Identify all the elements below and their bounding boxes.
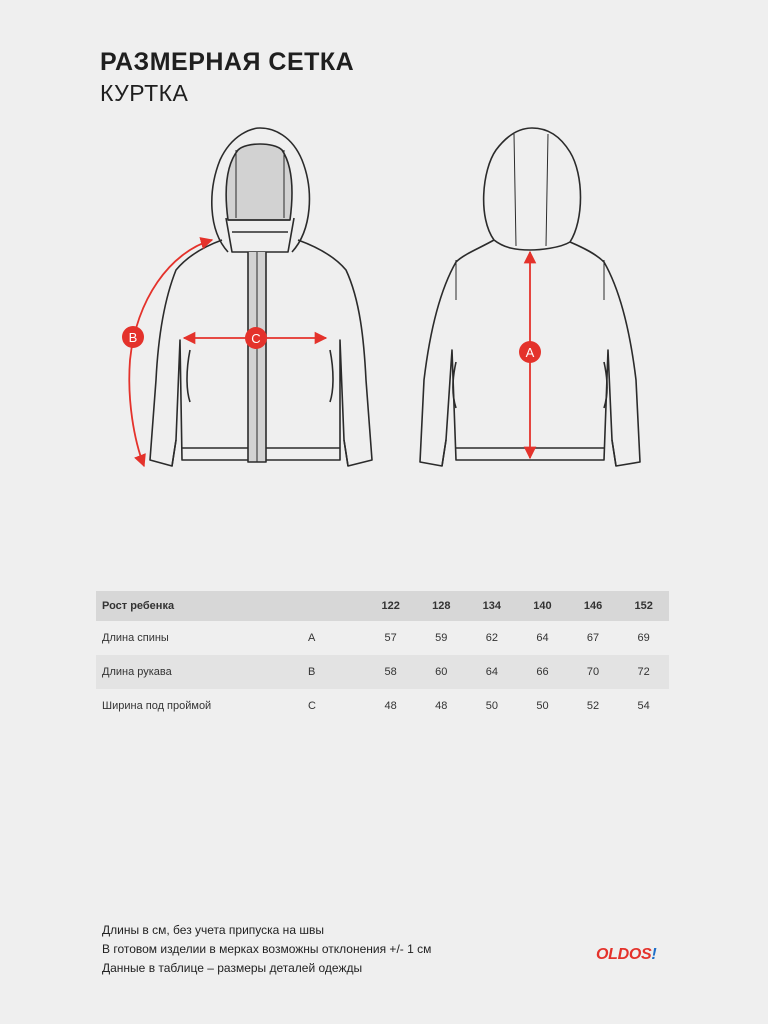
header-size: 128 (416, 591, 467, 621)
row-value: 66 (517, 655, 568, 689)
header-size: 146 (568, 591, 619, 621)
footnote: Данные в таблице – размеры деталей одежды (102, 961, 363, 975)
measure-c-label: C (251, 331, 261, 346)
brand-logo-mark: ! (651, 946, 657, 963)
page-subtitle: КУРТКА (100, 80, 189, 106)
table-row (96, 621, 669, 655)
row-value: 59 (435, 632, 448, 644)
measure-b-label: B (128, 330, 138, 345)
size-table (96, 591, 669, 723)
row-value: 60 (416, 655, 467, 689)
row-value: 62 (485, 632, 498, 644)
brand-logo-text: OLDOS (596, 946, 652, 963)
row-value: 72 (618, 655, 669, 689)
footnote: Длины в см, без учета припуска на швы (102, 923, 324, 937)
row-name: Длина спины (102, 632, 169, 644)
header-size: 134 (467, 591, 518, 621)
measure-b-badge (122, 326, 144, 348)
header-code-cell (308, 591, 365, 621)
page-title: РАЗМЕРНАЯ СЕТКА (100, 48, 355, 76)
row-value: 67 (586, 632, 600, 644)
row-value: 52 (586, 700, 600, 712)
row-value: 64 (536, 632, 549, 644)
header-size: 122 (365, 591, 416, 621)
table-row (96, 655, 669, 689)
row-name: Длина рукава (96, 655, 308, 689)
measure-a-label: A (525, 345, 535, 360)
row-value: 50 (536, 700, 549, 712)
row-value: 50 (485, 700, 498, 712)
row-value: 48 (435, 700, 448, 712)
measure-a-badge (519, 341, 541, 363)
row-code: A (308, 632, 316, 644)
header-height-label: Рост ребенка (96, 591, 308, 621)
table-row (96, 689, 669, 723)
size-table-header-row (96, 591, 669, 621)
header-size: 152 (618, 591, 669, 621)
row-value: 54 (637, 700, 650, 712)
measure-c-badge (245, 327, 267, 349)
jacket-illustration (0, 120, 768, 490)
brand-logo (596, 946, 656, 964)
row-code: B (308, 655, 365, 689)
jacket-front (150, 128, 372, 466)
header-size: 140 (517, 591, 568, 621)
row-value: 69 (637, 632, 650, 644)
row-value: 70 (568, 655, 619, 689)
row-value: 57 (384, 632, 397, 644)
footnotes (102, 921, 431, 978)
row-code: C (308, 700, 316, 712)
row-value: 48 (384, 700, 397, 712)
row-name: Ширина под проймой (102, 700, 212, 712)
row-value: 64 (467, 655, 518, 689)
row-value: 58 (365, 655, 416, 689)
measure-lines-front (129, 240, 326, 466)
footnote: В готовом изделии в мерках возможны отклонения +/- 1 см (102, 942, 432, 956)
